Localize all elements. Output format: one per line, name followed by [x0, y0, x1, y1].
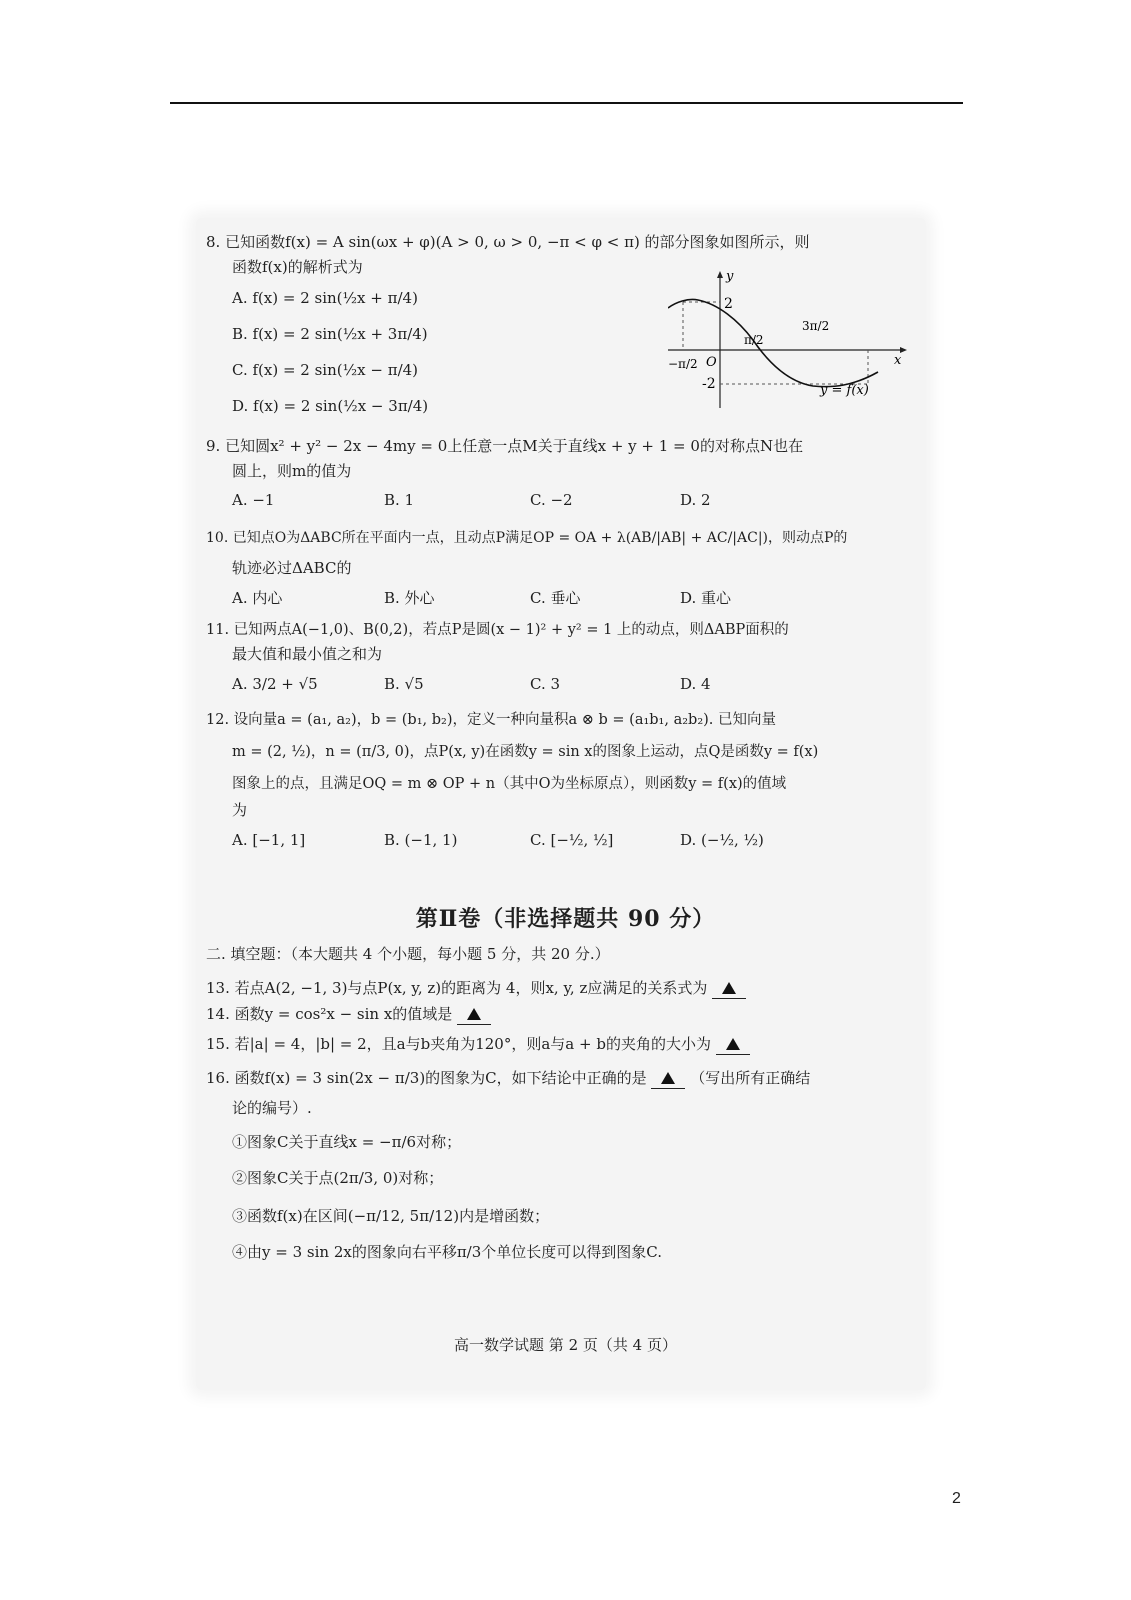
q12-stem-line2: m = (2, ½)，n = (π/3, 0)，点P(x, y)在函数y = sin x的图象上运动，点Q是函数y = f(x) — [232, 744, 819, 760]
q10-stem-line2: 轨迹必过ΔABC的 — [232, 559, 352, 577]
q8-option-b: B. f(x) = 2 sin(½x + 3π/4) — [232, 325, 428, 343]
y-axis-arrow-icon — [717, 271, 723, 278]
graph-curve-label: y = f(x) — [820, 383, 869, 398]
q16-statement-3: ③函数f(x)在区间(−π/12, 5π/12)内是增函数； — [232, 1207, 550, 1225]
q12-option-a: A. [−1, 1] — [232, 831, 306, 849]
q9-option-b: B. 1 — [384, 491, 415, 509]
q16-statement-2: ②图象C关于点(2π/3, 0)对称； — [232, 1169, 444, 1187]
q9-stem-line2: 圆上，则m的值为 — [232, 462, 352, 480]
q11-stem-line1: 11. 已知两点A(−1,0)、B(0,2)，若点P是圆(x − 1)² + y² = 1 上的动点，则ΔABP面积的 — [206, 622, 789, 638]
q9-option-a: A. −1 — [232, 491, 275, 509]
sine-curve — [668, 299, 878, 386]
q16-statement-1: ①图象C关于直线x = −π/6对称； — [232, 1133, 462, 1151]
q8-option-a: A. f(x) = 2 sin(½x + π/4) — [232, 289, 418, 307]
q11-option-c: C. 3 — [530, 675, 561, 693]
q12-option-b: B. (−1, 1) — [384, 831, 458, 849]
q16-line2: 论的编号）. — [232, 1099, 312, 1117]
q13-answer-blank — [712, 978, 746, 999]
q13-line — [206, 978, 746, 999]
q10-option-a: A. 内心 — [232, 589, 283, 607]
q16-line1 — [206, 1068, 810, 1089]
q10-option-b: B. 外心 — [384, 589, 435, 607]
triangle-icon — [467, 1008, 481, 1020]
q12-stem-line4: 为 — [232, 801, 248, 819]
q16-text: 16. 函数f(x) = 3 sin(2x − π/3)的图象为C，如下结论中正确的是 — [206, 1069, 647, 1087]
header-rule — [170, 102, 963, 104]
q10-option-c: C. 垂心 — [530, 589, 581, 607]
q11-option-b: B. √5 — [384, 675, 424, 693]
q15-line — [206, 1034, 750, 1055]
graph-ymin-label: -2 — [702, 376, 716, 392]
q16-statement-4: ④由y = 3 sin 2x的图象向右平移π/3个单位长度可以得到图象C. — [232, 1243, 662, 1261]
page-footer: 高一数学试题 第 2 页（共 4 页） — [454, 1336, 677, 1354]
q12-option-d: D. (−½, ½) — [680, 831, 764, 849]
triangle-icon — [722, 982, 736, 994]
q10-stem-line1: 10. 已知点O为ΔABC所在平面内一点，且动点P满足OP = OA + λ(AB/|AB| + AC/|AC|)，则动点P的 — [206, 530, 848, 546]
q11-option-a: A. 3/2 + √5 — [232, 675, 318, 693]
triangle-icon — [726, 1038, 740, 1050]
q8-function-graph — [668, 270, 908, 410]
fill-blank-heading: 二. 填空题：（本大题共 4 个小题，每小题 5 分，共 20 分.） — [206, 945, 610, 963]
q9-option-c: C. −2 — [530, 491, 573, 509]
q8-option-c: C. f(x) = 2 sin(½x − π/4) — [232, 361, 419, 379]
q8-stem-line2: 函数f(x)的解析式为 — [232, 258, 363, 276]
graph-xpi2-label: π/2 — [744, 333, 764, 347]
q16-answer-blank — [651, 1068, 685, 1089]
q11-stem-line2: 最大值和最小值之和为 — [232, 645, 383, 663]
page-number: 2 — [952, 1490, 961, 1507]
graph-x-label: x — [894, 353, 902, 368]
triangle-icon — [661, 1072, 675, 1084]
graph-x3pi2-label: 3π/2 — [802, 319, 830, 333]
q15-answer-blank — [716, 1034, 750, 1055]
graph-y-label: y — [726, 270, 734, 284]
graph-xneg-label: −π/2 — [668, 357, 698, 371]
q14-line — [206, 1004, 491, 1025]
q9-stem-line1: 9. 已知圆x² + y² − 2x − 4my = 0上任意一点M关于直线x + y + 1 = 0的对称点N也在 — [206, 437, 804, 455]
graph-origin-label: O — [706, 355, 717, 370]
q12-stem-line1: 12. 设向量a = (a₁, a₂)，b = (b₁, b₂)，定义一种向量积a ⊗ b = (a₁b₁, a₂b₂). 已知向量 — [206, 712, 777, 728]
q13-text: 13. 若点A(2, −1, 3)与点P(x, y, z)的距离为 4，则x, y, z应满足的关系式为 — [206, 979, 708, 997]
q8-option-d: D. f(x) = 2 sin(½x − 3π/4) — [232, 397, 429, 415]
q14-answer-blank — [457, 1004, 491, 1025]
graph-ymax-label: 2 — [724, 296, 733, 312]
q16-suffix: （写出所有正确结 — [690, 1069, 811, 1087]
q8-stem-line1: 8. 已知函数f(x) = A sin(ωx + φ)(A > 0, ω > 0, −π < φ < π) 的部分图象如图所示，则 — [206, 233, 810, 251]
q15-text: 15. 若|a| = 4，|b| = 2，且a与b夹角为120°，则a与a + b的夹角的大小为 — [206, 1035, 711, 1053]
section-title: 第Ⅱ卷（非选择题共 90 分） — [415, 906, 716, 932]
q9-option-d: D. 2 — [680, 491, 711, 509]
q10-option-d: D. 重心 — [680, 589, 732, 607]
q14-text: 14. 函数y = cos²x − sin x的值域是 — [206, 1005, 453, 1023]
q12-option-c: C. [−½, ½] — [530, 831, 614, 849]
q12-stem-line3: 图象上的点，且满足OQ = m ⊗ OP + n（其中O为坐标原点），则函数y = f(x)的值域 — [232, 776, 787, 792]
q11-option-d: D. 4 — [680, 675, 711, 693]
